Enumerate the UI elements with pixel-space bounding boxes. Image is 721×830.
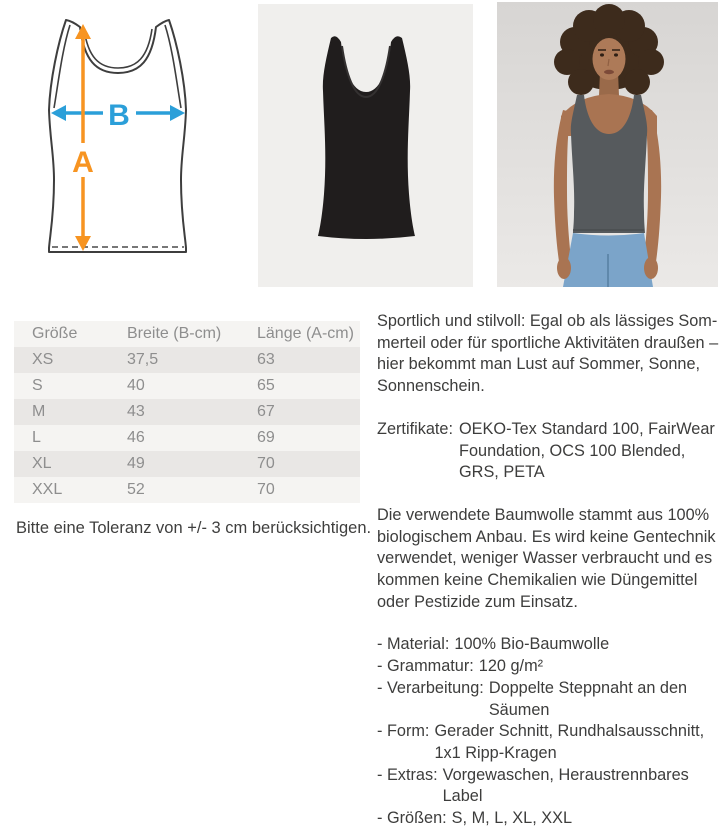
width-cell: 46 [127, 429, 145, 446]
black-tank-top-photo [258, 4, 473, 287]
size-chart-row [14, 425, 360, 451]
right-eye [614, 53, 618, 56]
column-header-width: Breite (B-cm) [127, 325, 222, 342]
width-cell: 37,5 [127, 351, 159, 368]
size-cell: XS [32, 351, 54, 368]
length-cell: 70 [257, 481, 275, 498]
left-hand [557, 257, 571, 279]
spec-item [377, 808, 721, 830]
spec-value: 100% Bio-Baumwolle [454, 635, 610, 654]
width-cell: 52 [127, 481, 145, 498]
spec-item [377, 721, 721, 764]
collar-seam-line [84, 29, 152, 68]
certificates-label: Zertifikate: [377, 419, 454, 438]
spec-label: - Extras: [377, 765, 438, 784]
width-label-B: B [108, 99, 130, 132]
size-chart-row [14, 399, 360, 425]
certificates-value: OEKO-Tex Standard 100, FairWear Foundation, OCS 100 Blended, GRS, PETA [459, 419, 715, 482]
product-description [377, 311, 721, 830]
model-photo [497, 2, 718, 287]
size-chart-header [14, 321, 360, 347]
size-cell: S [32, 377, 43, 394]
size-chart-row [14, 347, 360, 373]
spec-label: - Form: [377, 722, 430, 741]
model-photo-anthracite-tank-top [497, 2, 718, 287]
size-chart-row [14, 373, 360, 399]
cotton-paragraph: Die verwendete Baumwolle stammt aus 100% biologischem Anbau. Es wird keine Gentechnik verwendet, weniger Wasser verbraucht und es kommen keine Chemikalien wie Düngemittel oder Pestizide zum Einsatz. [377, 505, 716, 611]
length-cell: 70 [257, 455, 275, 472]
spec-value: Gerader Schnitt, Rundhalsausschnitt, 1x1 Ripp-Kragen [434, 722, 705, 762]
spec-value: 120 g/m² [478, 657, 544, 676]
spec-label: - Grammatur: [377, 657, 474, 676]
tolerance-note: Bitte eine Toleranz von +/- 3 cm berücksichtigen. [16, 519, 372, 537]
spec-value: Doppelte Steppnaht an den Säumen [488, 678, 688, 719]
spec-value: S, M, L, XL, XXL [451, 809, 573, 828]
size-chart-body [14, 347, 360, 503]
spec-list [377, 634, 721, 829]
spec-item [377, 634, 721, 656]
size-cell: M [32, 403, 46, 420]
length-cell: 63 [257, 351, 275, 368]
column-header-length: Länge (A-cm) [257, 325, 354, 342]
spec-label: - Größen: [377, 809, 447, 828]
size-chart-row [14, 451, 360, 477]
length-cell: 67 [257, 403, 275, 420]
lips [604, 70, 614, 74]
right-hand [644, 257, 658, 279]
spec-item [377, 678, 721, 721]
size-cell: L [32, 429, 41, 446]
certificates-paragraph [377, 419, 721, 484]
tank-top-silhouette [49, 20, 186, 252]
left-eye [600, 53, 604, 56]
width-cell: 40 [127, 377, 145, 394]
spec-label: - Material: [377, 635, 450, 654]
length-label-A: A [72, 146, 94, 179]
spec-item [377, 765, 721, 808]
spec-label: - Verarbeitung: [377, 678, 484, 697]
size-chart-table [14, 321, 360, 503]
spec-item [377, 656, 721, 678]
size-chart-row [14, 477, 360, 503]
column-header-size: Größe [32, 325, 78, 342]
measurement-diagram-image [14, 5, 236, 285]
size-cell: XXL [32, 481, 63, 498]
width-cell: 49 [127, 455, 145, 472]
spec-value: Vorgewaschen, Heraustrennbares Label [442, 765, 689, 806]
product-photo-black-tank-top [258, 4, 473, 287]
tank-top-outline-drawing [14, 5, 236, 285]
intro-paragraph: Sportlich und stilvoll: Egal ob als lässiges Sommerteil oder für sportliche Aktivitäten draußen – hier bekommt man Lust auf Sommer, Sonne, Sonnenschein. [377, 312, 719, 396]
length-cell: 65 [257, 377, 275, 394]
size-cell: XL [32, 455, 52, 472]
length-cell: 69 [257, 429, 275, 446]
width-cell: 43 [127, 403, 145, 420]
